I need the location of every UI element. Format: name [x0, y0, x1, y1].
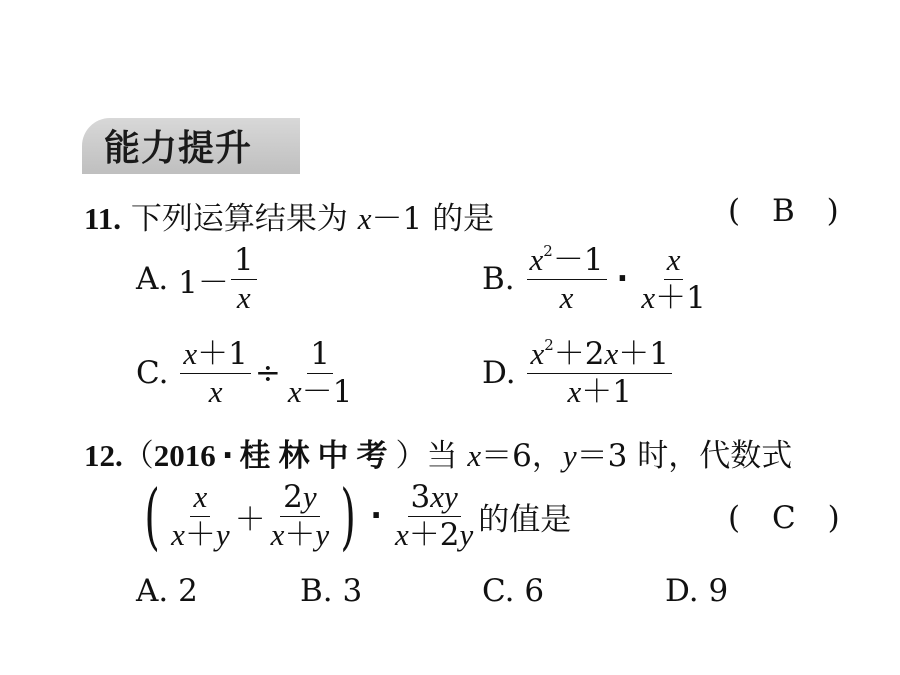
source-year: 2016 — [153, 438, 216, 473]
stem-text: 下列运算结果为 — [130, 201, 348, 237]
answer-bracket-11: ( B ) — [728, 193, 839, 229]
stem-text-end: 的是 — [432, 201, 495, 237]
fraction: $\frac{x}{x+y}$ — [171, 478, 230, 553]
question-number: 11. — [84, 201, 122, 236]
option-12-A[interactable]: A. 2 — [136, 573, 198, 609]
answer-12: C — [771, 500, 796, 536]
answer-11: B — [771, 193, 795, 229]
fraction: $\frac{1}{x}$ — [231, 244, 257, 314]
question-number: 12. — [84, 438, 123, 473]
fraction: $\frac{x^2+2x+1}{x+1}$ — [527, 338, 672, 408]
fraction: $\frac{x}{x+1}$ — [641, 242, 706, 316]
fraction: $\frac{x^2-1}{x}$ — [527, 244, 607, 314]
option-12-B[interactable]: B. 3 — [300, 573, 363, 609]
fraction: $\frac{x+1}{x}$ — [180, 338, 251, 408]
option-11-D[interactable]: D. $\frac{x^2+2x+1}{x+1}$ — [482, 338, 674, 408]
section-title: 能力提升 — [104, 128, 253, 169]
question-12-stem: 12.（2016 · 桂林中考）当 x＝6，y＝3 时，代数式 — [84, 438, 793, 474]
source-name: 桂林中考 — [239, 438, 396, 474]
question-12-expression: ( $\frac{x}{x+y}$ ＋ $\frac{2y}{x+y}$ ) · $\frac{3xy}{x+2y}$ 的值是 — [144, 474, 572, 558]
option-11-A[interactable]: A. 1－ $\frac{1}{x}$ — [136, 244, 259, 314]
fraction: $\frac{3xy}{x+2y}$ — [395, 478, 474, 553]
option-11-B[interactable]: B. $\frac{x^2-1}{x}$ · $\frac{x}{x+1}$ — [482, 244, 711, 314]
fraction: $\frac{1}{x-1}$ — [287, 336, 353, 410]
answer-bracket-12: ( C ) — [728, 500, 840, 536]
stem-op: －1 — [371, 201, 423, 237]
option-11-C[interactable]: C. $\frac{x+1}{x}$ ÷ $\frac{1}{x-1}$ — [136, 338, 357, 408]
fraction: $\frac{2y}{x+y}$ — [270, 478, 330, 553]
variable-x: x — [357, 201, 372, 236]
option-12-D[interactable]: D. 9 — [665, 573, 729, 609]
option-12-C[interactable]: C. 6 — [482, 573, 545, 609]
question-11-stem — [84, 193, 494, 238]
